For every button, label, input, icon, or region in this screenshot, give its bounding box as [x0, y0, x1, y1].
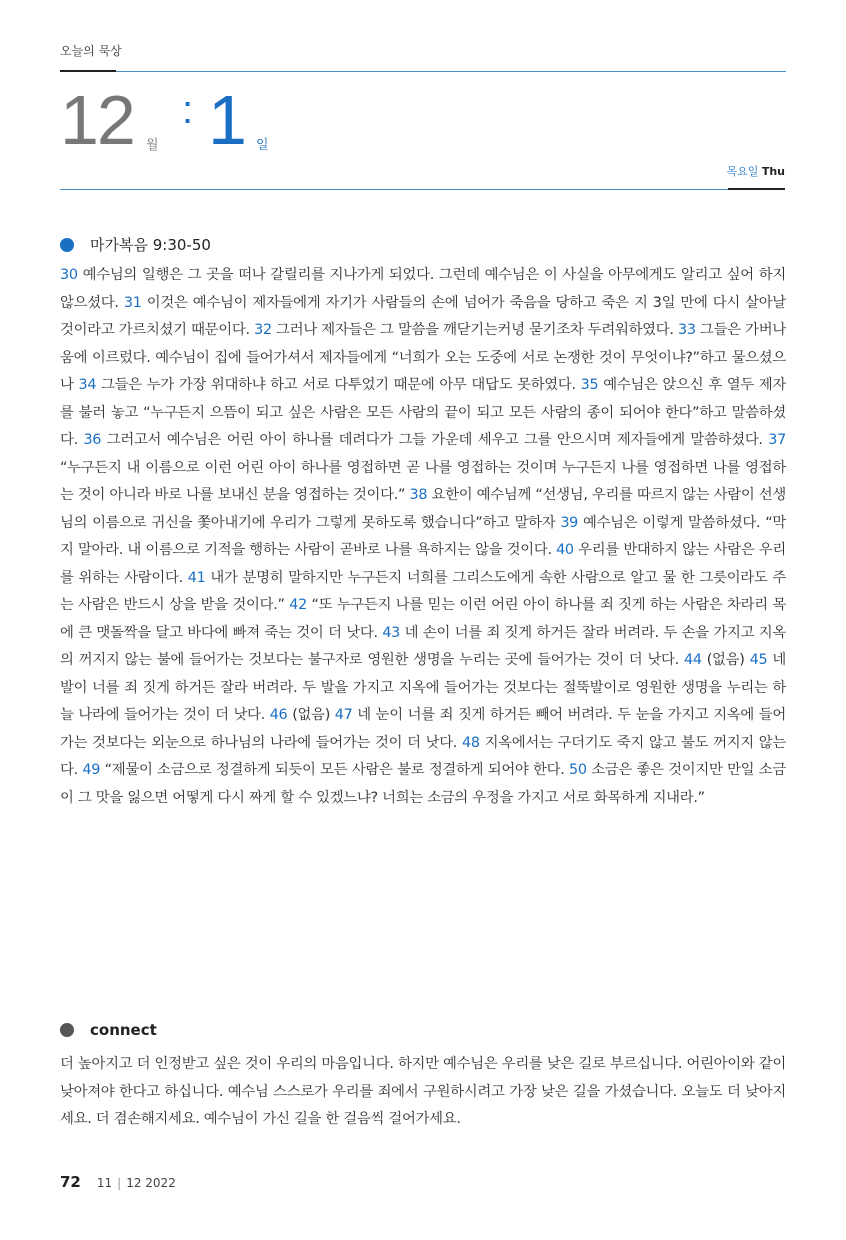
bottom-divider	[60, 189, 730, 190]
verse-number: 34	[78, 377, 97, 393]
verse-number: 30	[60, 267, 78, 283]
page-number: 72	[60, 1173, 81, 1191]
connect-body: 더 높아지고 더 인정받고 싶은 것이 우리의 마음입니다. 하지만 예수님은 우리를 낮은 길로 부르십니다. 어린아이와 같이 낮아져야 한다고 하십니다. 예수님 스스로가 우리를 죄에서 구원하시려고 가장 낮은 길을 가셨습니다. 오늘도 더 낮아지세요. 더 겸손해지세요. 예수님이 가신 길을 한 걸음씩 걸어가세요.	[60, 1056, 786, 1127]
bullet-dot-icon	[60, 1023, 74, 1037]
day-unit: 일	[256, 138, 269, 153]
verse-number: 32	[254, 322, 272, 338]
verse-number: 35	[580, 377, 599, 393]
verse-number: 42	[289, 597, 307, 613]
page-footer	[60, 1173, 176, 1191]
connect-title: connect	[90, 1021, 157, 1039]
verse-number: 33	[677, 322, 696, 338]
bullet-dot-icon	[60, 238, 74, 252]
verse-number: 44	[683, 652, 702, 668]
verse-text: “또 누구든지 나를 믿는 이런 어린 아이 하나를 죄 짓게 하는 사람은 차라리 목에 큰 맷돌짝을 달고 바다에 빠져 죽는 것이 더 낫다.	[60, 597, 786, 641]
scripture-heading	[60, 234, 211, 255]
verse-text: 그러고서 예수님은 어린 아이 하나를 데려다가 그들 가운데 세우고 그를 안으시며 제자들에게 말씀하셨다.	[101, 432, 769, 448]
header-underline	[60, 70, 116, 72]
day-number: 1	[208, 81, 247, 159]
issue-months: 11	[96, 1176, 113, 1190]
verse-text: 네 손이 너를 죄 짓게 하거든 잘라 버려라. 두 손을 가지고 지옥의 꺼지지 않는 불에 들어가는 것보다는 불구자로 영원한 생명을 누리는 곳에 들어가는 것이 더 낫다.	[60, 624, 786, 668]
issue-date: 12 2022	[126, 1176, 176, 1190]
weekday	[726, 163, 785, 179]
verse-number: 40	[556, 542, 574, 558]
top-divider	[116, 71, 786, 72]
verse-number: 48	[461, 734, 480, 751]
verse-text: 요한이 예수님께 “선생님, 우리를 따르지 않는 사람이 선생님의 이름으로 귀신을 쫓아내기에 우리가 그렇게 못하도록 했습니다”하고 말하자	[60, 487, 786, 531]
verse-text: 이것은 예수님이 제자들에게 자기가 사람들의 손에 넘어가 죽음을 당하고 죽은 지 3일 만에 다시 살아날 것이라고 가르치셨기 때문이다.	[60, 294, 786, 338]
verse-number: 31	[123, 294, 142, 311]
verse-number: 50	[568, 762, 587, 778]
verse-text: 예수님의 일행은 그 곳을 떠나 갈릴리를 지나가게 되었다. 그런데 예수님은 이 사실을 아무에게도 알리고 싶어 하지 않으셨다.	[60, 267, 786, 311]
verse-text: 네 눈이 너를 죄 짓게 하거든 빼어 버려라. 두 눈을 가지고 지옥에 들어가는 것보다는 외눈으로 하나님의 나라에 들어가는 것이 더 낫다.	[60, 707, 786, 751]
verse-text: 그러나 제자들은 그 말씀을 깨닫기는커녕 묻기조차 두려워하였다.	[271, 322, 678, 338]
verse-text: 소금은 좋은 것이지만 만일 소금이 그 맛을 잃으면 어떻게 다시 짜게 할 수 있겠느냐? 너희는 소금의 우정을 가지고 서로 화목하게 지내라.”	[60, 762, 786, 806]
weekday-underline	[728, 188, 785, 190]
section-label: 오늘의 묵상	[60, 44, 122, 58]
weekday-korean: 목요일	[726, 165, 759, 178]
scripture-reference: 마가복음 9:30-50	[90, 236, 211, 254]
verse-number: 43	[382, 624, 401, 641]
verse-text: 지옥에서는 구더기도 죽지 않고 불도 꺼지지 않는다.	[60, 734, 787, 778]
verse-number: 45	[749, 652, 768, 668]
verse-text: 그들은 누가 가장 위대하냐 하고 서로 다투었기 때문에 아무 대답도 못하였다.	[96, 377, 581, 393]
date-colon: :	[182, 88, 194, 132]
verse-text: 그들은 가버나움에 이르렀다. 예수님이 집에 들어가셔서 제자들에게 “너희가 오는 도중에 서로 논쟁한 것이 무엇이냐?”하고 물으셨으나	[60, 322, 786, 393]
verse-number: 47	[334, 707, 353, 723]
verse-text: 우리를 반대하지 않는 사람은 우리를 위하는 사람이다.	[60, 542, 786, 586]
verse-text: “누구든지 내 이름으로 이런 어린 아이 하나를 영접하면 곧 나를 영접하는 것이며 누구든지 나를 영접하면 나를 영접하는 것이 아니라 바로 나를 보내신 분을 영접하는 것이다.”	[60, 459, 786, 503]
verse-text: 네 발이 너를 죄 짓게 하거든 잘라 버려라. 두 발을 가지고 지옥에 들어가는 것보다는 절뚝발이로 영원한 생명을 누리는 하늘 나라에 들어가는 것이 더 낫다.	[60, 652, 786, 723]
verse-number: 39	[560, 514, 579, 531]
month-unit: 월	[146, 138, 159, 153]
verse-number: 37	[768, 432, 786, 448]
verse-text: (없음)	[287, 707, 335, 723]
verse-text: “제물이 소금으로 정결하게 되듯이 모든 사람은 불로 정결하게 되어야 한다.	[100, 762, 569, 778]
verse-number: 41	[187, 569, 206, 586]
verse-text: 예수님은 앉으신 후 열두 제자를 불러 놓고 “누구든지 으뜸이 되고 싶은 사람은 모든 사람의 끝이 되고 모든 사람의 종이 되어야 한다”하고 말씀하셨다.	[60, 377, 786, 448]
connect-heading	[60, 1021, 157, 1039]
verse-number: 49	[82, 762, 101, 778]
verse-number: 46	[269, 707, 288, 723]
verse-text: (없음)	[701, 652, 750, 668]
weekday-english: Thu	[761, 165, 785, 178]
verse-text: 내가 분명히 말하지만 누구든지 너희를 그리스도에게 속한 사람으로 알고 물 한 그릇이라도 주는 사람은 반드시 상을 받을 것이다.”	[60, 569, 786, 613]
verse-text: 예수님은 이렇게 말씀하셨다. “막지 말아라. 내 이름으로 기적을 행하는 사람이 곧바로 나를 욕하지는 않을 것이다.	[60, 514, 786, 558]
scripture-text	[60, 262, 786, 812]
month-number: 12	[60, 81, 134, 159]
verse-number: 36	[83, 432, 102, 448]
footer-separator: |	[117, 1176, 122, 1190]
verse-number: 38	[409, 487, 428, 503]
